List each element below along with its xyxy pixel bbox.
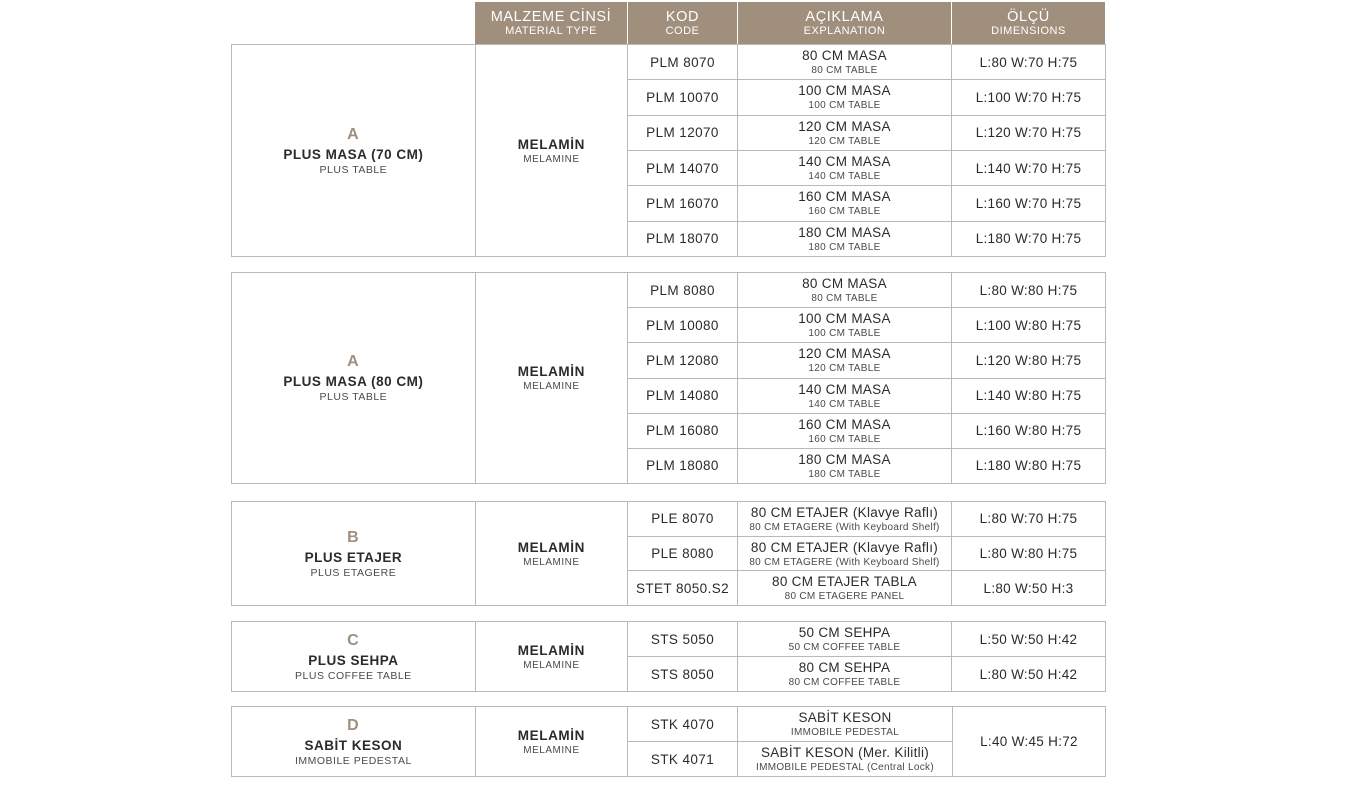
material-label-en: MELAMINE: [523, 153, 580, 165]
table-row: [628, 222, 1105, 256]
cell-explanation: [738, 80, 952, 114]
table-row: [628, 502, 1105, 537]
cell-code: STK 4071: [628, 742, 738, 776]
cell-code: PLM 18070: [628, 222, 738, 256]
explanation-tr: 50 CM SEHPA: [798, 625, 891, 640]
group-material-cell: [476, 707, 628, 776]
group-rows: [628, 45, 1105, 256]
explanation-tr: 100 CM MASA: [798, 83, 891, 99]
cell-code: STS 5050: [628, 622, 738, 656]
explanation-tr: 120 CM MASA: [798, 118, 891, 134]
cell-code: PLM 18080: [628, 449, 738, 483]
explanation-en: 80 CM ETAGERE (With Keyboard Shelf): [749, 556, 940, 568]
table-row: [628, 622, 1105, 657]
group-name-en: PLUS ETAGERE: [310, 566, 397, 579]
cell-code: PLM 10070: [628, 80, 738, 114]
explanation-tr: 140 CM MASA: [798, 154, 891, 170]
group-name-cell: [232, 707, 476, 776]
group-material-cell: [476, 502, 628, 605]
cell-code: PLM 14070: [628, 151, 738, 185]
explanation-en: 140 CM TABLE: [808, 398, 881, 410]
material-label-tr: MELAMİN: [517, 136, 585, 152]
explanation-en: IMMOBILE PEDESTAL (Central Lock): [756, 762, 934, 773]
cell-code: PLM 14080: [628, 379, 738, 413]
cell-dimension: L:80 W:80 H:75: [979, 546, 1078, 561]
explanation-tr: 160 CM MASA: [798, 416, 891, 432]
explanation-tr: 180 CM MASA: [798, 451, 891, 467]
material-label-en: MELAMINE: [523, 556, 580, 568]
explanation-en: 140 CM TABLE: [808, 171, 881, 183]
cell-explanation: [738, 151, 952, 185]
group-name-tr: PLUS SEHPA: [308, 652, 399, 668]
explanation-tr: SABİT KESON: [798, 710, 892, 725]
explanation-en: 160 CM TABLE: [808, 433, 881, 445]
table-row: [628, 414, 1105, 449]
cell-dimension: L:140 W:70 H:75: [975, 160, 1082, 176]
cell-explanation: [738, 707, 952, 741]
explanation-tr: 80 CM MASA: [802, 276, 887, 292]
table-row: [628, 273, 1105, 308]
group-name-cell: [232, 273, 476, 483]
explanation-en: IMMOBILE PEDESTAL: [790, 727, 900, 738]
group-rows-inner: [628, 707, 952, 776]
cell-explanation: [738, 308, 952, 342]
explanation-en: 180 CM TABLE: [808, 241, 881, 253]
product-group: [231, 44, 1106, 257]
cell-code: STET 8050.S2: [628, 571, 738, 605]
material-label-en: MELAMINE: [523, 744, 580, 756]
cell-explanation: [738, 571, 952, 605]
table-row: [628, 537, 1105, 572]
cell-code: PLM 8070: [628, 45, 738, 79]
header-label-tr: ÖLÇÜ: [1007, 8, 1050, 25]
explanation-en: 80 CM ETAGERE PANEL: [784, 591, 905, 603]
table-row: [628, 707, 952, 742]
cell-code: PLM 8080: [628, 273, 738, 307]
group-rows: [628, 707, 1105, 776]
cell-explanation: [738, 622, 952, 656]
header-label-en: CODE: [665, 24, 700, 37]
cell-explanation: [738, 45, 952, 79]
group-name-en: PLUS TABLE: [319, 391, 388, 403]
cell-explanation: [738, 414, 952, 448]
cell-explanation: [738, 116, 952, 150]
table-row: [628, 449, 1105, 483]
cell-dimension: L:120 W:70 H:75: [975, 125, 1082, 141]
product-group: [231, 501, 1106, 606]
explanation-tr: 100 CM MASA: [798, 311, 891, 327]
cell-code: STS 8050: [628, 657, 738, 691]
group-letter: B: [347, 528, 360, 546]
header-cell-code: [628, 2, 738, 44]
explanation-en: 80 CM TABLE: [811, 65, 878, 77]
table-row: [628, 308, 1105, 343]
explanation-en: 160 CM TABLE: [808, 206, 881, 218]
explanation-tr: 140 CM MASA: [798, 381, 891, 397]
header-cell-material-type: [475, 2, 628, 44]
table-row: [628, 742, 952, 776]
header-label-en: MATERIAL TYPE: [505, 24, 597, 37]
material-label-tr: MELAMİN: [517, 364, 585, 379]
group-name-cell: [232, 45, 476, 256]
table-row: [628, 343, 1105, 378]
table-row: [628, 379, 1105, 414]
explanation-en: 120 CM TABLE: [808, 363, 881, 375]
group-material-cell: [476, 45, 628, 256]
table-row: [628, 80, 1105, 115]
group-rows: [628, 622, 1105, 691]
explanation-en: 80 CM ETAGERE (With Keyboard Shelf): [749, 521, 940, 533]
material-label-tr: MELAMİN: [517, 642, 585, 658]
group-material-cell: [476, 273, 628, 483]
table-row: [628, 151, 1105, 186]
cell-explanation: [738, 502, 952, 536]
product-group: [231, 272, 1106, 484]
explanation-tr: 80 CM ETAJER (Klavye Raflı): [750, 539, 939, 555]
material-label-tr: MELAMİN: [517, 539, 585, 555]
group-rows: [628, 273, 1105, 483]
explanation-en: 180 CM TABLE: [808, 468, 881, 480]
cell-code: STK 4070: [628, 707, 738, 741]
table-row: [628, 45, 1105, 80]
material-label-en: MELAMINE: [523, 381, 580, 392]
cell-dimension: L:180 W:70 H:75: [975, 231, 1082, 247]
product-group: [231, 706, 1106, 777]
header-label-en: DIMENSIONS: [991, 24, 1066, 37]
cell-dimension: L:80 W:70 H:75: [979, 511, 1078, 527]
header-label-tr: KOD: [665, 8, 700, 25]
explanation-tr: SABİT KESON (Mer. Kilitli): [760, 745, 930, 760]
explanation-tr: 80 CM ETAJER TABLA: [772, 574, 917, 590]
group-name-en: IMMOBILE PEDESTAL: [294, 754, 412, 767]
group-name-en: PLUS COFFEE TABLE: [295, 669, 412, 682]
cell-dimension: L:80 W:50 H:3: [983, 580, 1074, 596]
cell-dimension: L:140 W:80 H:75: [975, 388, 1082, 404]
cell-dimension: L:50 W:50 H:42: [979, 631, 1078, 647]
table-row: [628, 186, 1105, 221]
explanation-tr: 80 CM MASA: [802, 48, 887, 64]
cell-explanation: [738, 742, 952, 776]
group-material-cell: [476, 622, 628, 691]
explanation-tr: 180 CM MASA: [798, 224, 891, 240]
explanation-en: 80 CM COFFEE TABLE: [788, 677, 901, 688]
explanation-tr: 160 CM MASA: [798, 189, 891, 205]
explanation-en: 120 CM TABLE: [808, 135, 881, 147]
product-group: [231, 621, 1106, 692]
header-label-tr: MALZEME CİNSİ: [490, 8, 612, 25]
explanation-en: 50 CM COFFEE TABLE: [788, 642, 901, 653]
cell-dimension: L:80 W:70 H:75: [979, 54, 1078, 70]
cell-dimension: L:180 W:80 H:75: [975, 458, 1082, 474]
explanation-tr: 80 CM ETAJER (Klavye Raflı): [750, 504, 939, 520]
cell-code: PLM 12080: [628, 343, 738, 377]
cell-code: PLM 16080: [628, 414, 738, 448]
explanation-en: 100 CM TABLE: [808, 100, 881, 112]
cell-dimension-merged: L:40 W:45 H:72: [952, 707, 1105, 776]
cell-explanation: [738, 657, 952, 691]
group-letter: A: [347, 125, 360, 143]
cell-code: PLE 8080: [628, 537, 738, 571]
cell-dimension: L:160 W:80 H:75: [975, 423, 1082, 439]
material-label-tr: MELAMİN: [517, 727, 585, 743]
cell-code: PLE 8070: [628, 502, 738, 536]
header-cell-dimensions: [952, 2, 1105, 44]
group-name-tr: PLUS MASA (70 CM): [283, 146, 424, 162]
cell-dimension: L:100 W:70 H:75: [975, 89, 1082, 105]
explanation-tr: 80 CM SEHPA: [798, 660, 891, 675]
group-rows: [628, 502, 1105, 605]
cell-explanation: [738, 273, 952, 307]
group-name-tr: PLUS ETAJER: [304, 549, 403, 565]
cell-explanation: [738, 537, 952, 571]
group-name-cell: [232, 502, 476, 605]
group-letter: A: [347, 353, 360, 370]
header-label-tr: AÇIKLAMA: [805, 8, 884, 25]
explanation-en: 100 CM TABLE: [808, 328, 881, 340]
header-cell-explanation: [738, 2, 952, 44]
material-label-en: MELAMINE: [523, 659, 580, 671]
cell-code: PLM 12070: [628, 116, 738, 150]
cell-code: PLM 16070: [628, 186, 738, 220]
cell-explanation: [738, 186, 952, 220]
table-row: [628, 116, 1105, 151]
explanation-tr: 120 CM MASA: [798, 346, 891, 362]
explanation-en: 80 CM TABLE: [811, 293, 878, 305]
cell-dimension: L:100 W:80 H:75: [975, 317, 1082, 333]
cell-dimension: L:80 W:80 H:75: [979, 282, 1078, 298]
table-row: [628, 571, 1105, 605]
group-letter: D: [347, 716, 360, 734]
cell-explanation: [738, 449, 952, 483]
cell-dimension: L:160 W:70 H:75: [975, 195, 1082, 211]
cell-code: PLM 10080: [628, 308, 738, 342]
group-name-tr: SABİT KESON: [304, 737, 403, 753]
cell-explanation: [738, 379, 952, 413]
table-header: [475, 2, 1105, 44]
header-label-en: EXPLANATION: [803, 24, 886, 37]
cell-dimension: L:120 W:80 H:75: [975, 352, 1082, 368]
cell-explanation: [738, 222, 952, 256]
table-row: [628, 657, 1105, 691]
cell-dimension: L:80 W:50 H:42: [979, 666, 1078, 682]
group-name-cell: [232, 622, 476, 691]
cell-explanation: [738, 343, 952, 377]
group-name-tr: PLUS MASA (80 CM): [283, 374, 424, 389]
group-name-en: PLUS TABLE: [319, 163, 388, 176]
group-letter: C: [347, 631, 360, 649]
